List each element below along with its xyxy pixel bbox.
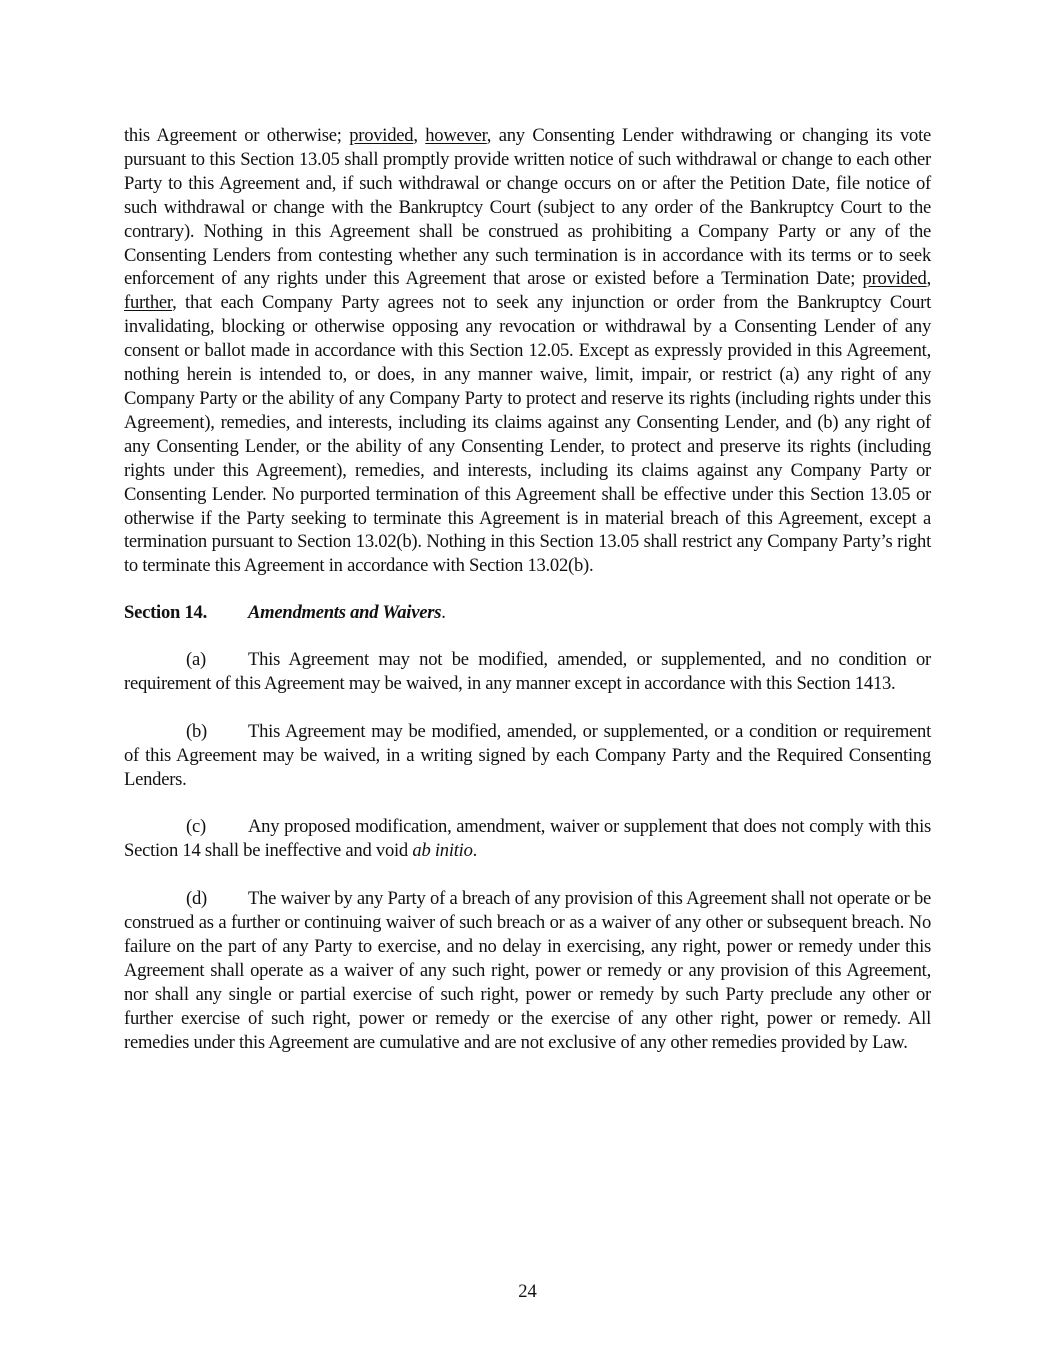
section-heading (124, 601, 931, 625)
underlined-term-however: however (425, 125, 487, 146)
subsection-text: Any proposed modification, amendment, waiver or supplement that does not comply with this Section 14 shall be ineffective and void (124, 816, 931, 862)
subsection-label: (a) (186, 649, 206, 671)
underlined-term-provided: provided (349, 125, 414, 146)
text-segment: , (413, 125, 426, 146)
continuation-paragraph (124, 124, 931, 578)
subsection-c (124, 815, 931, 863)
subsection-label: (c) (186, 816, 206, 838)
text-segment: , (926, 268, 931, 290)
text-segment: , any Consenting Lender withdrawing or changing its vote pursuant to this Section 13.05 shall promptly provide written notice of such withdrawal or change to each other Party to this Agreement and, if such withdrawal or change occurs on or after the Petition Date, file notice of such withdrawal or change with the Bankruptcy Court (subject to any order of the Bankruptcy Court to the contrary). Nothing in this Agreement shall be construed as prohibiting a Company Party or any of the Consenting Lenders from contesting whether any such termination is in accordance with its terms or to seek enforcement of any rights under this Agreement that arose or existed before a Termination Date; (124, 125, 932, 290)
subsection-text: The waiver by any Party of a breach of any provision of this Agreement shall not operate or be construed as a further or continuing waiver of such breach or as a waiver of any other or subsequent breach. No failure on the part of any Party to exercise, and no delay in exercising, any right, power or remedy under this Agreement shall operate as a waiver of any such right, power or remedy or any provision of this Agreement, nor shall any single or partial exercise of such right, power or remedy by such Party preclude any other or further exercise of such right, power or remedy or the exercise of any other right, power or remedy. All remedies under this Agreement are cumulative and are not exclusive of any other remedies provided by Law. (124, 888, 931, 1053)
subsection-text-end: . (472, 840, 478, 862)
section-number: Section 14. (124, 602, 207, 624)
subsection-b (124, 720, 931, 792)
underlined-term-further: further (124, 292, 173, 314)
page-number: 24 (518, 1281, 537, 1302)
underlined-term-provided: provided (862, 268, 927, 290)
subsection-label: (d) (186, 888, 207, 910)
subsection-text: This Agreement may not be modified, amended, or supplemented, and no condition or requirement of this Agreement may be waived, in any manner except in accordance with this Section 1413. (124, 649, 931, 695)
section-title-period: . (441, 602, 446, 624)
text-segment: , that each Company Party agrees not to seek any injunction or order from the Bankruptcy Court invalidating, blocking or otherwise opposing any revocation or withdrawal by a Consenting Lender of any consent or ballot made in accordance with this Section 12.05. Except as expressly provided in this Agreement, nothing herein is intended to, or does, in any manner waive, limit, impair, or restrict (a) any right of any Company Party or the ability of any Company Party to protect and reserve its rights (including rights under this Agreement), remedies, and interests, including its claims against any Consenting Lender, and (b) any right of any Consenting Lender, or the ability of any Consenting Lender, to protect and preserve its rights (including rights under this Agreement), remedies, and interests, including its claims against any Company Party or Consenting Lender. No purported termination of this Agreement shall be effective under this Section 13.05 or otherwise if the Party seeking to terminate this Agreement is in material breach of this Agreement, except a termination pursuant to Section 13.02(b). Nothing in this Section 13.05 shall restrict any Company Party’s right to terminate this Agreement in accordance with Section 13.02(b). (124, 292, 931, 577)
subsection-label: (b) (186, 720, 207, 742)
section-title: Amendments and Waivers (248, 602, 442, 624)
document-page (124, 124, 931, 1078)
subsection-text: This Agreement may be modified, amended, or supplemented, or a condition or requirement of this Agreement may be waived, in a writing signed by each Company Party and the Required Consenting Lenders. (124, 720, 931, 790)
text-segment: this Agreement or otherwise; (124, 125, 350, 146)
subsection-d (124, 887, 931, 1054)
latin-term: ab initio (412, 840, 473, 862)
subsection-a (124, 648, 931, 696)
